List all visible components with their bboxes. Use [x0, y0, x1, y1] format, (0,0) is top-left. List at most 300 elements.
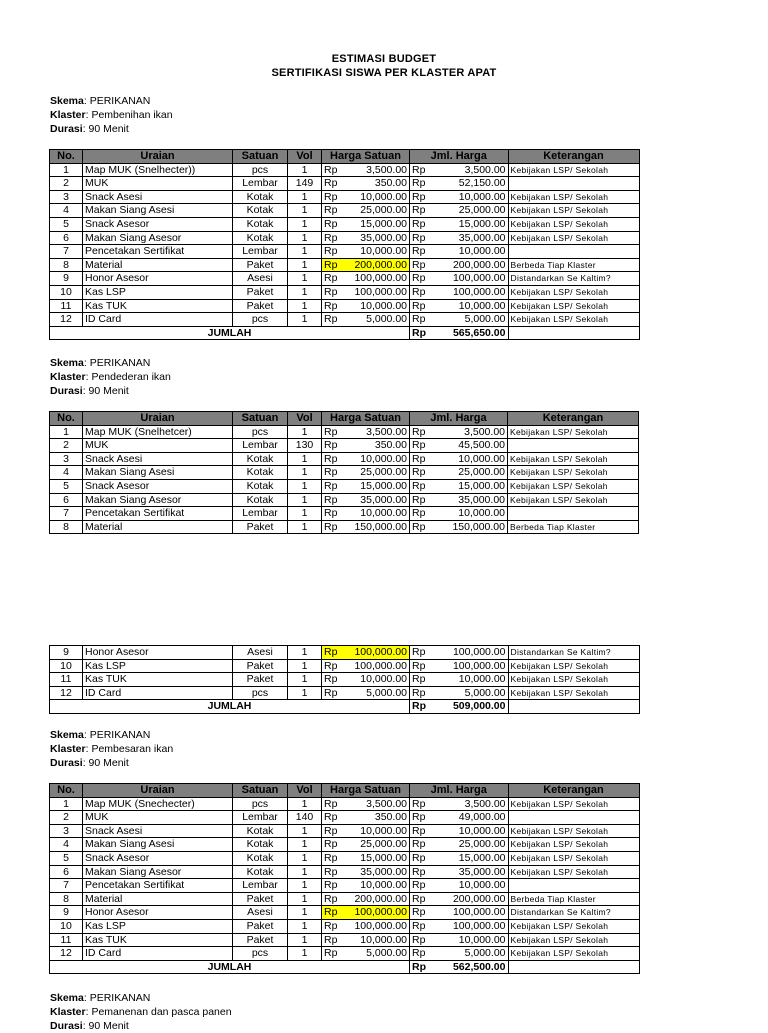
cell-harga: 100,000.00: [340, 646, 410, 660]
cell-harga: 3,500.00: [340, 163, 410, 177]
cell-no: 9: [50, 646, 83, 660]
column-header: Uraian: [83, 412, 233, 426]
cell-jml: 10,000.00: [428, 933, 508, 947]
cell-vol: 1: [288, 313, 322, 327]
cell-no: 12: [50, 947, 83, 961]
cell-ket: [508, 177, 639, 191]
cell-jml: 10,000.00: [428, 190, 508, 204]
cell-vol: 1: [288, 851, 322, 865]
cell-harga: 35,000.00: [340, 865, 410, 879]
cell-vol: 1: [288, 258, 322, 272]
cell-vol: 1: [288, 919, 322, 933]
cell-no: 5: [50, 479, 83, 493]
cell-rp1: Rp: [322, 933, 340, 947]
column-header: Keterangan: [508, 784, 639, 798]
cell-harga: 15,000.00: [340, 479, 410, 493]
cell-harga: 10,000.00: [340, 299, 410, 313]
cell-ket: Kebijakan LSP/ Sekolah: [508, 659, 639, 673]
cell-vol: 1: [288, 299, 322, 313]
cell-satuan: Paket: [233, 520, 288, 534]
cell-uraian: Material: [83, 520, 233, 534]
cell-satuan: Kotak: [233, 217, 288, 231]
cell-harga: 150,000.00: [340, 520, 410, 534]
cell-satuan: Kotak: [233, 466, 288, 480]
cell-rp1: Rp: [322, 493, 340, 507]
table-header-row: [50, 784, 640, 798]
cell-uraian: Makan Siang Asesi: [83, 838, 233, 852]
cell-jml: 3,500.00: [428, 425, 508, 439]
meta-block-3: Skema: PERIKANAN Klaster: Pembesaran ikan Durasi: 90 Menit: [50, 729, 174, 769]
column-header: Keterangan: [508, 150, 639, 164]
cell-no: 8: [50, 520, 83, 534]
cell-harga: 100,000.00: [340, 906, 410, 920]
column-header: Uraian: [83, 150, 233, 164]
cell-vol: 1: [288, 466, 322, 480]
cell-vol: 1: [288, 824, 322, 838]
cell-uraian: Makan Siang Asesor: [83, 865, 233, 879]
cell-vol: 1: [288, 190, 322, 204]
cell-uraian: ID Card: [83, 947, 233, 961]
cell-rp2: Rp: [410, 177, 429, 191]
cell-rp2: Rp: [410, 879, 429, 893]
total-row: [50, 700, 640, 714]
cell-vol: 1: [288, 479, 322, 493]
cell-rp1: Rp: [322, 673, 340, 687]
table-row: [50, 933, 640, 947]
cell-satuan: Asesi: [233, 906, 288, 920]
cell-ket: Kebijakan LSP/ Sekolah: [508, 919, 639, 933]
cell-no: 9: [50, 272, 83, 286]
cell-harga: 3,500.00: [340, 425, 410, 439]
table-row: [50, 686, 640, 700]
cell-satuan: Asesi: [233, 646, 288, 660]
cell-vol: 1: [288, 838, 322, 852]
cell-jml: 10,000.00: [428, 673, 508, 687]
cell-rp1: Rp: [322, 520, 340, 534]
total-label: JUMLAH: [50, 700, 410, 714]
cell-satuan: Lembar: [233, 245, 288, 259]
total-label: JUMLAH: [50, 326, 410, 340]
cell-rp1: Rp: [322, 285, 340, 299]
cell-vol: 1: [288, 285, 322, 299]
cell-uraian: Map MUK (Snechecter): [83, 797, 233, 811]
cell-uraian: MUK: [83, 439, 233, 453]
cell-satuan: Kotak: [233, 851, 288, 865]
cell-no: 6: [50, 231, 83, 245]
cell-satuan: Paket: [233, 933, 288, 947]
cell-rp1: Rp: [322, 906, 340, 920]
column-header: No.: [50, 150, 83, 164]
cell-rp1: Rp: [322, 838, 340, 852]
cell-jml: 10,000.00: [428, 299, 508, 313]
cell-rp2: Rp: [410, 673, 429, 687]
cell-harga: 35,000.00: [340, 493, 410, 507]
cell-vol: 1: [288, 217, 322, 231]
cell-ket: Kebijakan LSP/ Sekolah: [508, 217, 639, 231]
cell-harga: 5,000.00: [340, 947, 410, 961]
cell-rp2: Rp: [410, 646, 429, 660]
table-row: [50, 865, 640, 879]
cell-vol: 1: [288, 892, 322, 906]
cell-vol: 1: [288, 245, 322, 259]
cell-satuan: Kotak: [233, 824, 288, 838]
cell-vol: 1: [288, 906, 322, 920]
cell-vol: 1: [288, 879, 322, 893]
cell-jml: 15,000.00: [428, 479, 508, 493]
cell-ket: Kebijakan LSP/ Sekolah: [508, 299, 639, 313]
cell-ket: [508, 245, 639, 259]
cell-uraian: Pencetakan Sertifikat: [83, 507, 233, 521]
cell-rp2: Rp: [410, 933, 429, 947]
cell-harga: 200,000.00: [340, 892, 410, 906]
cell-jml: 150,000.00: [428, 520, 508, 534]
total-note: [508, 960, 639, 974]
cell-rp1: Rp: [322, 507, 340, 521]
column-header: Uraian: [83, 784, 233, 798]
cell-vol: 130: [288, 439, 322, 453]
column-header: Jml. Harga: [410, 412, 508, 426]
cell-uraian: ID Card: [83, 313, 233, 327]
cell-satuan: Paket: [233, 659, 288, 673]
cell-jml: 49,000.00: [428, 811, 508, 825]
table-header-row: [50, 412, 639, 426]
cell-ket: Kebijakan LSP/ Sekolah: [508, 933, 639, 947]
column-header: Jml. Harga: [410, 150, 509, 164]
cell-ket: [508, 879, 639, 893]
cell-jml: 35,000.00: [428, 231, 508, 245]
table-row: [50, 258, 640, 272]
table-row: [50, 659, 640, 673]
cell-no: 2: [50, 811, 83, 825]
cell-uraian: Makan Siang Asesor: [83, 493, 233, 507]
cell-uraian: Kas TUK: [83, 299, 233, 313]
cell-rp2: Rp: [410, 163, 429, 177]
table-row: [50, 838, 640, 852]
cell-rp2: Rp: [410, 439, 428, 453]
cell-satuan: Kotak: [233, 479, 288, 493]
cell-jml: 100,000.00: [428, 906, 508, 920]
cell-rp2: Rp: [410, 272, 429, 286]
cell-jml: 15,000.00: [428, 217, 508, 231]
cell-rp2: Rp: [410, 659, 429, 673]
cell-rp1: Rp: [322, 824, 340, 838]
cell-no: 4: [50, 204, 83, 218]
cell-ket: Berbeda Tiap Klaster: [508, 520, 639, 534]
cell-harga: 100,000.00: [340, 272, 410, 286]
cell-ket: Kebijakan LSP/ Sekolah: [508, 425, 639, 439]
cell-jml: 100,000.00: [428, 646, 508, 660]
cell-satuan: Kotak: [233, 493, 288, 507]
cell-vol: 1: [288, 163, 322, 177]
cell-rp1: Rp: [322, 865, 340, 879]
cell-harga: 100,000.00: [340, 659, 410, 673]
cell-rp2: Rp: [410, 686, 429, 700]
cell-uraian: Makan Siang Asesi: [83, 466, 233, 480]
cell-rp1: Rp: [322, 659, 340, 673]
table-row: [50, 673, 640, 687]
cell-ket: Kebijakan LSP/ Sekolah: [508, 865, 639, 879]
cell-uraian: Honor Asesor: [83, 906, 233, 920]
meta-block-1: Skema: PERIKANAN Klaster: Pembenihan ikan Durasi: 90 Menit: [50, 95, 173, 135]
column-header: No.: [50, 784, 83, 798]
table-row: [50, 811, 640, 825]
cell-uraian: Snack Asesor: [83, 217, 233, 231]
cell-harga: 10,000.00: [340, 190, 410, 204]
cell-harga: 25,000.00: [340, 838, 410, 852]
cell-no: 11: [50, 933, 83, 947]
table-row: [50, 439, 639, 453]
cell-rp2: Rp: [410, 313, 429, 327]
cell-no: 8: [50, 892, 83, 906]
table-row: [50, 479, 639, 493]
cell-ket: Kebijakan LSP/ Sekolah: [508, 163, 639, 177]
cell-no: 3: [50, 824, 83, 838]
cell-no: 10: [50, 659, 83, 673]
table-header-row: [50, 150, 640, 164]
cell-rp1: Rp: [322, 466, 340, 480]
cell-jml: 10,000.00: [428, 245, 508, 259]
cell-rp2: Rp: [410, 285, 429, 299]
cell-ket: Kebijakan LSP/ Sekolah: [508, 797, 639, 811]
cell-jml: 15,000.00: [428, 851, 508, 865]
cell-rp1: Rp: [322, 919, 340, 933]
cell-harga: 25,000.00: [340, 466, 410, 480]
cell-rp2: Rp: [410, 865, 429, 879]
cell-uraian: Snack Asesor: [83, 479, 233, 493]
meta-block-4: Skema: PERIKANAN Klaster: Pemanenan dan pasca panen Durasi: 90 Menit: [50, 992, 232, 1032]
cell-harga: 15,000.00: [340, 851, 410, 865]
cell-satuan: pcs: [233, 686, 288, 700]
cell-harga: 5,000.00: [340, 313, 410, 327]
cell-uraian: MUK: [83, 811, 233, 825]
cell-harga: 25,000.00: [340, 204, 410, 218]
cell-uraian: Kas LSP: [83, 285, 233, 299]
cell-vol: 1: [288, 933, 322, 947]
table-row: [50, 466, 639, 480]
cell-rp2: Rp: [410, 824, 429, 838]
cell-uraian: Kas TUK: [83, 933, 233, 947]
cell-rp1: Rp: [322, 947, 340, 961]
cell-uraian: Pencetakan Sertifikat: [83, 245, 233, 259]
total-note: [508, 700, 639, 714]
cell-no: 1: [50, 425, 83, 439]
cell-jml: 100,000.00: [428, 285, 508, 299]
total-value: 565,650.00: [428, 326, 508, 340]
cell-ket: Kebijakan LSP/ Sekolah: [508, 479, 639, 493]
column-header: Vol: [288, 150, 322, 164]
cell-no: 2: [50, 439, 83, 453]
table-row: [50, 163, 640, 177]
cell-uraian: Makan Siang Asesi: [83, 204, 233, 218]
cell-satuan: Paket: [233, 673, 288, 687]
cell-uraian: Snack Asesi: [83, 824, 233, 838]
cell-jml: 100,000.00: [428, 659, 508, 673]
table-row: [50, 272, 640, 286]
cell-jml: 10,000.00: [428, 879, 508, 893]
total-row: [50, 960, 640, 974]
cell-vol: 1: [288, 659, 322, 673]
cell-vol: 1: [288, 947, 322, 961]
cell-vol: 1: [288, 865, 322, 879]
cell-satuan: Lembar: [233, 811, 288, 825]
cell-rp2: Rp: [410, 204, 429, 218]
cell-jml: 3,500.00: [428, 163, 508, 177]
cell-rp1: Rp: [322, 313, 340, 327]
column-header: Vol: [288, 784, 322, 798]
cell-satuan: pcs: [233, 425, 288, 439]
cell-harga: 100,000.00: [340, 919, 410, 933]
cell-uraian: Snack Asesi: [83, 452, 233, 466]
column-header: Harga Satuan: [322, 150, 410, 164]
cell-uraian: Snack Asesi: [83, 190, 233, 204]
cell-no: 11: [50, 673, 83, 687]
cell-rp2: Rp: [410, 190, 429, 204]
cell-rp1: Rp: [322, 245, 340, 259]
cell-vol: 1: [288, 425, 322, 439]
cell-rp1: Rp: [322, 163, 340, 177]
cell-ket: Kebijakan LSP/ Sekolah: [508, 313, 639, 327]
cell-ket: Kebijakan LSP/ Sekolah: [508, 838, 639, 852]
cell-no: 4: [50, 838, 83, 852]
table-row: [50, 824, 640, 838]
cell-rp2: Rp: [410, 299, 429, 313]
cell-rp2: Rp: [410, 507, 428, 521]
cell-satuan: pcs: [233, 313, 288, 327]
cell-harga: 10,000.00: [340, 824, 410, 838]
cell-jml: 25,000.00: [428, 204, 508, 218]
column-header: Satuan: [233, 784, 288, 798]
table-row: [50, 217, 640, 231]
cell-no: 7: [50, 507, 83, 521]
cell-uraian: Pencetakan Sertifikat: [83, 879, 233, 893]
cell-no: 10: [50, 919, 83, 933]
cell-vol: 149: [288, 177, 322, 191]
table-row: [50, 646, 640, 660]
cell-uraian: ID Card: [83, 686, 233, 700]
cell-satuan: Kotak: [233, 231, 288, 245]
cell-no: 5: [50, 217, 83, 231]
cell-rp2: Rp: [410, 217, 429, 231]
table-row: [50, 299, 640, 313]
meta-block-2: Skema: PERIKANAN Klaster: Pendederan ikan Durasi: 90 Menit: [50, 357, 171, 397]
cell-no: 2: [50, 177, 83, 191]
cell-ket: Distandarkan Se Kaltim?: [508, 272, 639, 286]
cell-uraian: Material: [83, 892, 233, 906]
cell-rp1: Rp: [322, 231, 340, 245]
cell-rp1: Rp: [322, 177, 340, 191]
cell-jml: 10,000.00: [428, 824, 508, 838]
cell-no: 4: [50, 466, 83, 480]
cell-rp1: Rp: [322, 190, 340, 204]
cell-rp2: Rp: [410, 466, 428, 480]
budget-table-pembenihan: [49, 149, 640, 340]
column-header: Jml. Harga: [410, 784, 509, 798]
cell-jml: 10,000.00: [428, 452, 508, 466]
cell-vol: 1: [288, 686, 322, 700]
cell-satuan: Kotak: [233, 204, 288, 218]
cell-satuan: Paket: [233, 285, 288, 299]
total-value: 562,500.00: [428, 960, 508, 974]
table-row: [50, 425, 639, 439]
column-header: Satuan: [233, 412, 288, 426]
cell-uraian: Honor Asesor: [83, 272, 233, 286]
cell-ket: [508, 811, 639, 825]
budget-table-pembesaran: [49, 783, 640, 974]
table-row: [50, 892, 640, 906]
cell-rp2: Rp: [410, 452, 428, 466]
cell-no: 12: [50, 313, 83, 327]
cell-rp2: Rp: [410, 811, 429, 825]
cell-uraian: Material: [83, 258, 233, 272]
cell-ket: Distandarkan Se Kaltim?: [508, 646, 639, 660]
cell-ket: Kebijakan LSP/ Sekolah: [508, 686, 639, 700]
cell-rp2: Rp: [410, 947, 429, 961]
cell-harga: 350.00: [340, 439, 410, 453]
cell-no: 8: [50, 258, 83, 272]
cell-jml: 52,150.00: [428, 177, 508, 191]
cell-jml: 35,000.00: [428, 493, 508, 507]
cell-no: 6: [50, 865, 83, 879]
table-row: [50, 507, 639, 521]
cell-harga: 100,000.00: [340, 285, 410, 299]
cell-jml: 25,000.00: [428, 466, 508, 480]
total-label: JUMLAH: [50, 960, 410, 974]
document-subtitle: SERTIFIKASI SISWA PER KLASTER APAT: [271, 67, 497, 79]
cell-rp2: Rp: [410, 797, 429, 811]
document-title: ESTIMASI BUDGET: [331, 53, 437, 65]
cell-uraian: Honor Asesor: [83, 646, 233, 660]
cell-jml: 5,000.00: [428, 947, 508, 961]
cell-no: 9: [50, 906, 83, 920]
cell-rp2: Rp: [410, 851, 429, 865]
cell-harga: 15,000.00: [340, 217, 410, 231]
cell-rp1: Rp: [322, 299, 340, 313]
cell-rp2: Rp: [410, 520, 428, 534]
cell-uraian: MUK: [83, 177, 233, 191]
cell-ket: Kebijakan LSP/ Sekolah: [508, 947, 639, 961]
cell-uraian: Makan Siang Asesor: [83, 231, 233, 245]
column-header: Harga Satuan: [322, 784, 410, 798]
cell-harga: 35,000.00: [340, 231, 410, 245]
cell-rp2: Rp: [410, 838, 429, 852]
cell-vol: 1: [288, 646, 322, 660]
total-row: [50, 326, 640, 340]
cell-rp1: Rp: [322, 646, 340, 660]
cell-ket: Kebijakan LSP/ Sekolah: [508, 466, 639, 480]
cell-rp2: Rp: [410, 906, 429, 920]
cell-satuan: Paket: [233, 299, 288, 313]
cell-vol: 1: [288, 673, 322, 687]
cell-rp1: Rp: [322, 879, 340, 893]
column-header: Harga Satuan: [322, 412, 410, 426]
cell-vol: 1: [288, 797, 322, 811]
cell-satuan: Kotak: [233, 452, 288, 466]
cell-rp1: Rp: [322, 851, 340, 865]
table-row: [50, 906, 640, 920]
cell-jml: 3,500.00: [428, 797, 508, 811]
table-row: [50, 851, 640, 865]
total-currency: Rp: [410, 700, 429, 714]
cell-harga: 10,000.00: [340, 933, 410, 947]
cell-harga: 3,500.00: [340, 797, 410, 811]
cell-vol: 140: [288, 811, 322, 825]
cell-rp1: Rp: [322, 479, 340, 493]
cell-ket: [508, 439, 639, 453]
table-row: [50, 947, 640, 961]
cell-ket: Kebijakan LSP/ Sekolah: [508, 824, 639, 838]
table-row: [50, 231, 640, 245]
cell-uraian: Map MUK (Snelhecter)): [83, 163, 233, 177]
